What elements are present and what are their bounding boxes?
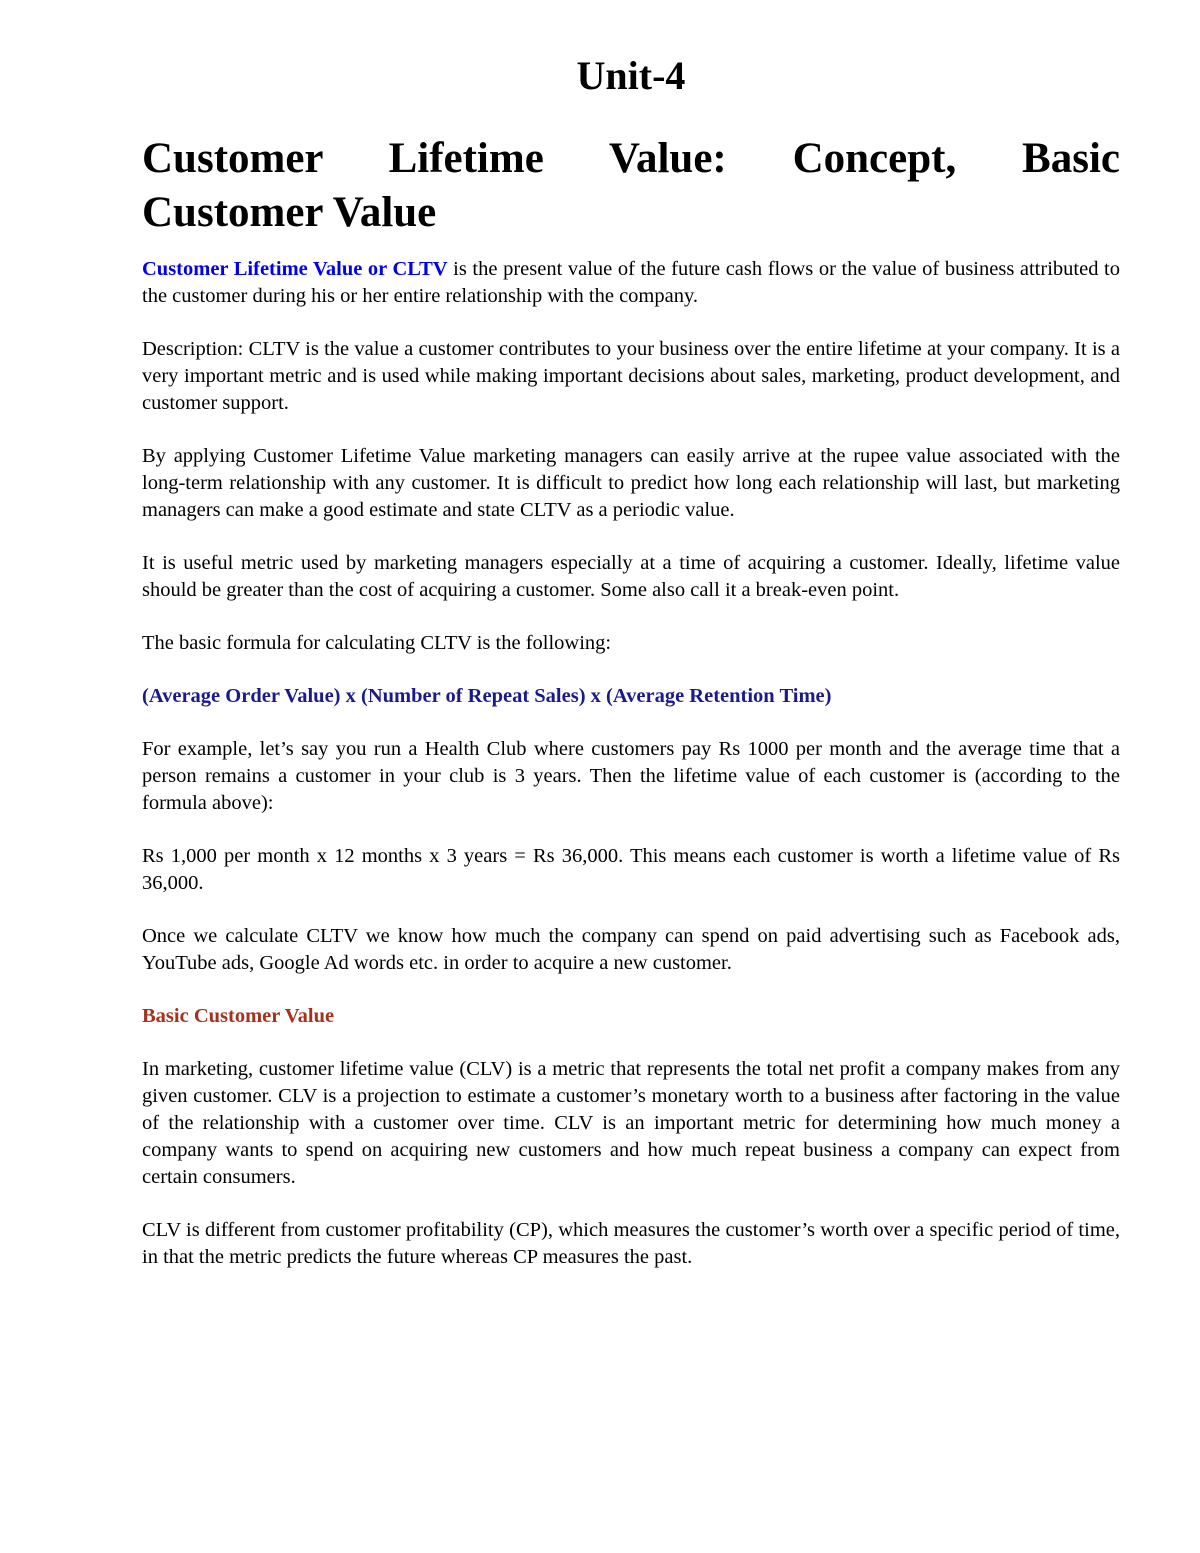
intro-paragraph [142, 256, 1120, 310]
cltv-term: Customer Lifetime Value or CLTV [142, 258, 448, 280]
main-heading-line1: Customer Lifetime Value: Concept, Basic [142, 135, 1120, 182]
intro-text: is the present value of the future cash flows or the value of business attributed to the customer during his or her entire relationship with the company. [142, 258, 1120, 307]
main-heading [142, 132, 1120, 240]
clv-vs-cp-paragraph: CLV is different from customer profitability (CP), which measures the customer’s worth over a specific period of time, in that the metric predicts the future whereas CP measures the past. [142, 1219, 1120, 1268]
document-page [142, 52, 1120, 1297]
main-heading-line2: Customer Value [142, 189, 437, 236]
basic-customer-value-heading: Basic Customer Value [142, 1005, 335, 1027]
calculation-paragraph: Rs 1,000 per month x 12 months x 3 years = Rs 36,000. This means each customer is worth a lifetime value of Rs 36,000. [142, 845, 1120, 894]
applying-paragraph: By applying Customer Lifetime Value marketing managers can easily arrive at the rupee value associated with the long-term relationship with any customer. It is difficult to predict how long each relationship will last, but marketing managers can make a good estimate and state CLTV as a periodic value. [142, 445, 1120, 521]
useful-metric-paragraph: It is useful metric used by marketing managers especially at a time of acquiring a customer. Ideally, lifetime value should be greater than the cost of acquiring a customer. Some also call it a break-even point. [142, 552, 1120, 601]
unit-title: Unit-4 [576, 53, 686, 98]
advertising-spend-paragraph: Once we calculate CLTV we know how much the company can spend on paid advertising such as Facebook ads, YouTube ads, Google Ad words etc. in order to acquire a new customer. [142, 925, 1120, 974]
cltv-formula: (Average Order Value) x (Number of Repeat Sales) x (Average Retention Time) [142, 685, 832, 707]
example-paragraph: For example, let’s say you run a Health Club where customers pay Rs 1000 per month and the average time that a person remains a customer in your club is 3 years. Then the lifetime value of each customer is (according to the formula above): [142, 738, 1120, 814]
description-paragraph: Description: CLTV is the value a customer contributes to your business over the entire lifetime at your company. It is a very important metric and is used while making important decisions about sales, marketing, product development, and customer support. [142, 338, 1120, 414]
formula-intro-paragraph: The basic formula for calculating CLTV is the following: [142, 632, 612, 654]
clv-marketing-paragraph: In marketing, customer lifetime value (CLV) is a metric that represents the total net profit a company makes from any given customer. CLV is a projection to estimate a customer’s monetary worth to a business after factoring in the value of the relationship with a customer over time. CLV is an important metric for determining how much money a company wants to spend on acquiring new customers and how much repeat business a company can expect from certain consumers. [142, 1058, 1120, 1188]
